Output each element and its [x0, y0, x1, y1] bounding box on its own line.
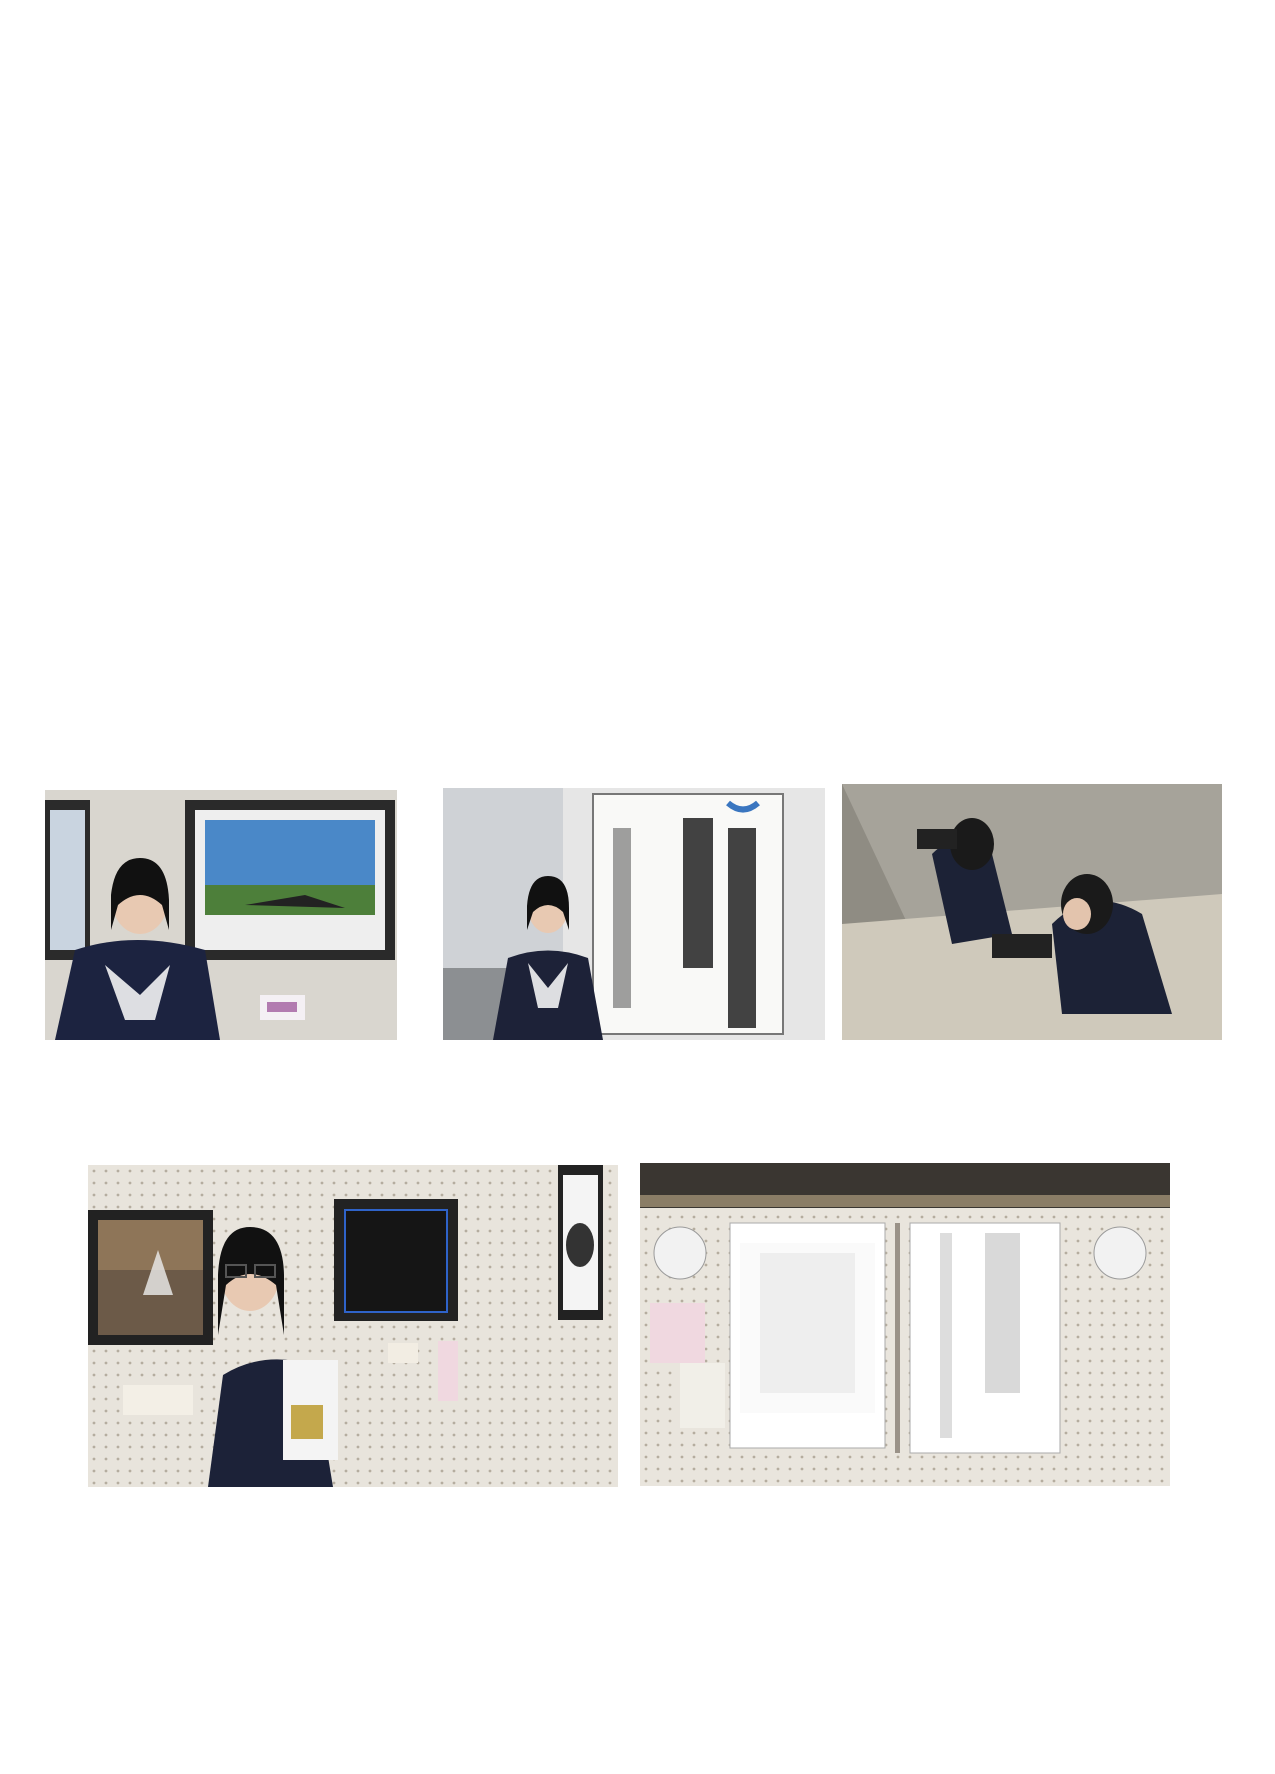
photo-review-session	[443, 788, 825, 1040]
photo-exhibition-entrance	[640, 1163, 1170, 1486]
photo-exhibition-viewing	[45, 790, 397, 1040]
photo-prefectural-winner	[88, 1165, 618, 1487]
masking-overlay	[344, 1209, 448, 1313]
photo-shooting-event	[842, 784, 1222, 1040]
